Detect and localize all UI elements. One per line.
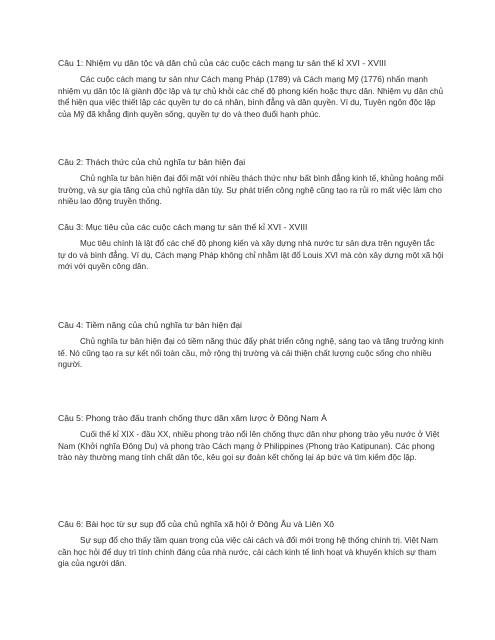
question-section-2: [58, 156, 444, 208]
question-heading: Câu 6: Bài học từ sự sụp đổ của chủ nghĩa xã hội ở Đông Âu và Liên Xô: [58, 519, 335, 529]
question-heading: Câu 4: Tiềm năng của chủ nghĩa tư bản hiện đại: [58, 320, 242, 330]
question-heading: Câu 5: Phong trào đấu tranh chống thực dân xâm lược ở Đông Nam Á: [58, 413, 327, 423]
answer-paragraph: Chủ nghĩa tư bản hiện đại đối mặt với nhiều thách thức như bất bình đẳng kinh tế, khủng hoảng môi trường, và sự gia tăng của chủ nghĩa dân túy. Sự phát triển công nghệ cũng tạo ra rủi ro mất việc làm cho nhiều lao động truyền thống.: [58, 174, 444, 207]
question-section-4: [58, 319, 444, 371]
answer-paragraph: Mục tiêu chính là lật đổ các chế độ phong kiến và xây dựng nhà nước tư sản dựa trên nguyên tắc tự do và bình đẳng. Ví dụ, Cách mạng Pháp không chỉ nhằm lật đổ Louis XVI mà còn xây dựng một xã hội mới với quyền công dân.: [58, 239, 444, 272]
answer-paragraph: Sự sụp đổ cho thấy tầm quan trọng của việc cải cách và đổi mới trong hệ thống chính trị. Việt Nam cần học hỏi để duy trì tính chính đáng của nhà nước, cải cách kinh tế linh hoạt và khuyến khích sự tham gia của người dân.: [58, 536, 438, 569]
question-section-5: [58, 412, 444, 464]
answer-paragraph: Cuối thế kỉ XIX - đầu XX, nhiều phong trào nổi lên chống thực dân như phong trào yêu nước ở Việt Nam (Khởi nghĩa Đông Du) và phong trào Cách mạng ở Philippines (Phong trào Katipunan). Các phong trào này thường mang tính chất dân tộc, kêu gọi sự đoàn kết chống lại áp bức và tìm kiếm độc lập.: [58, 430, 440, 463]
question-section-6: [58, 518, 444, 570]
answer-paragraph: Chủ nghĩa tư bản hiện đại có tiềm năng thúc đẩy phát triển công nghệ, sáng tạo và tăng trưởng kinh tế. Nó cũng tạo ra sự kết nối toàn cầu, mở rộng thị trường và cải thiện chất lượng cuộc sống cho nhiều người.: [58, 337, 444, 370]
question-section-1: [58, 57, 444, 120]
question-heading: Câu 1: Nhiệm vụ dân tộc và dân chủ của các cuộc cách mạng tư sản thế kỉ XVI - XVIII: [58, 58, 387, 68]
answer-paragraph: Các cuộc cách mạng tư sản như Cách mạng Pháp (1789) và Cách mạng Mỹ (1776) nhấn mạnh nhiệm vụ dân tộc là giành độc lập và tự chủ khỏi các chế độ phong kiến hoặc thực dân. Nhiệm vụ dân chủ thể hiện qua việc thiết lập các quyền tự do cá nhân, bình đẳng và dân quyền. Ví dụ, Tuyên ngôn độc lập của Mỹ đã khẳng định quyền sống, quyền tự do và theo đuổi hạnh phúc.: [58, 75, 444, 119]
question-section-3: [58, 221, 444, 273]
question-heading: Câu 2: Thách thức của chủ nghĩa tư bản hiện đại: [58, 157, 246, 167]
question-heading: Câu 3: Mục tiêu của các cuộc cách mạng tư sản thế kỉ XVI - XVIII: [58, 222, 308, 232]
